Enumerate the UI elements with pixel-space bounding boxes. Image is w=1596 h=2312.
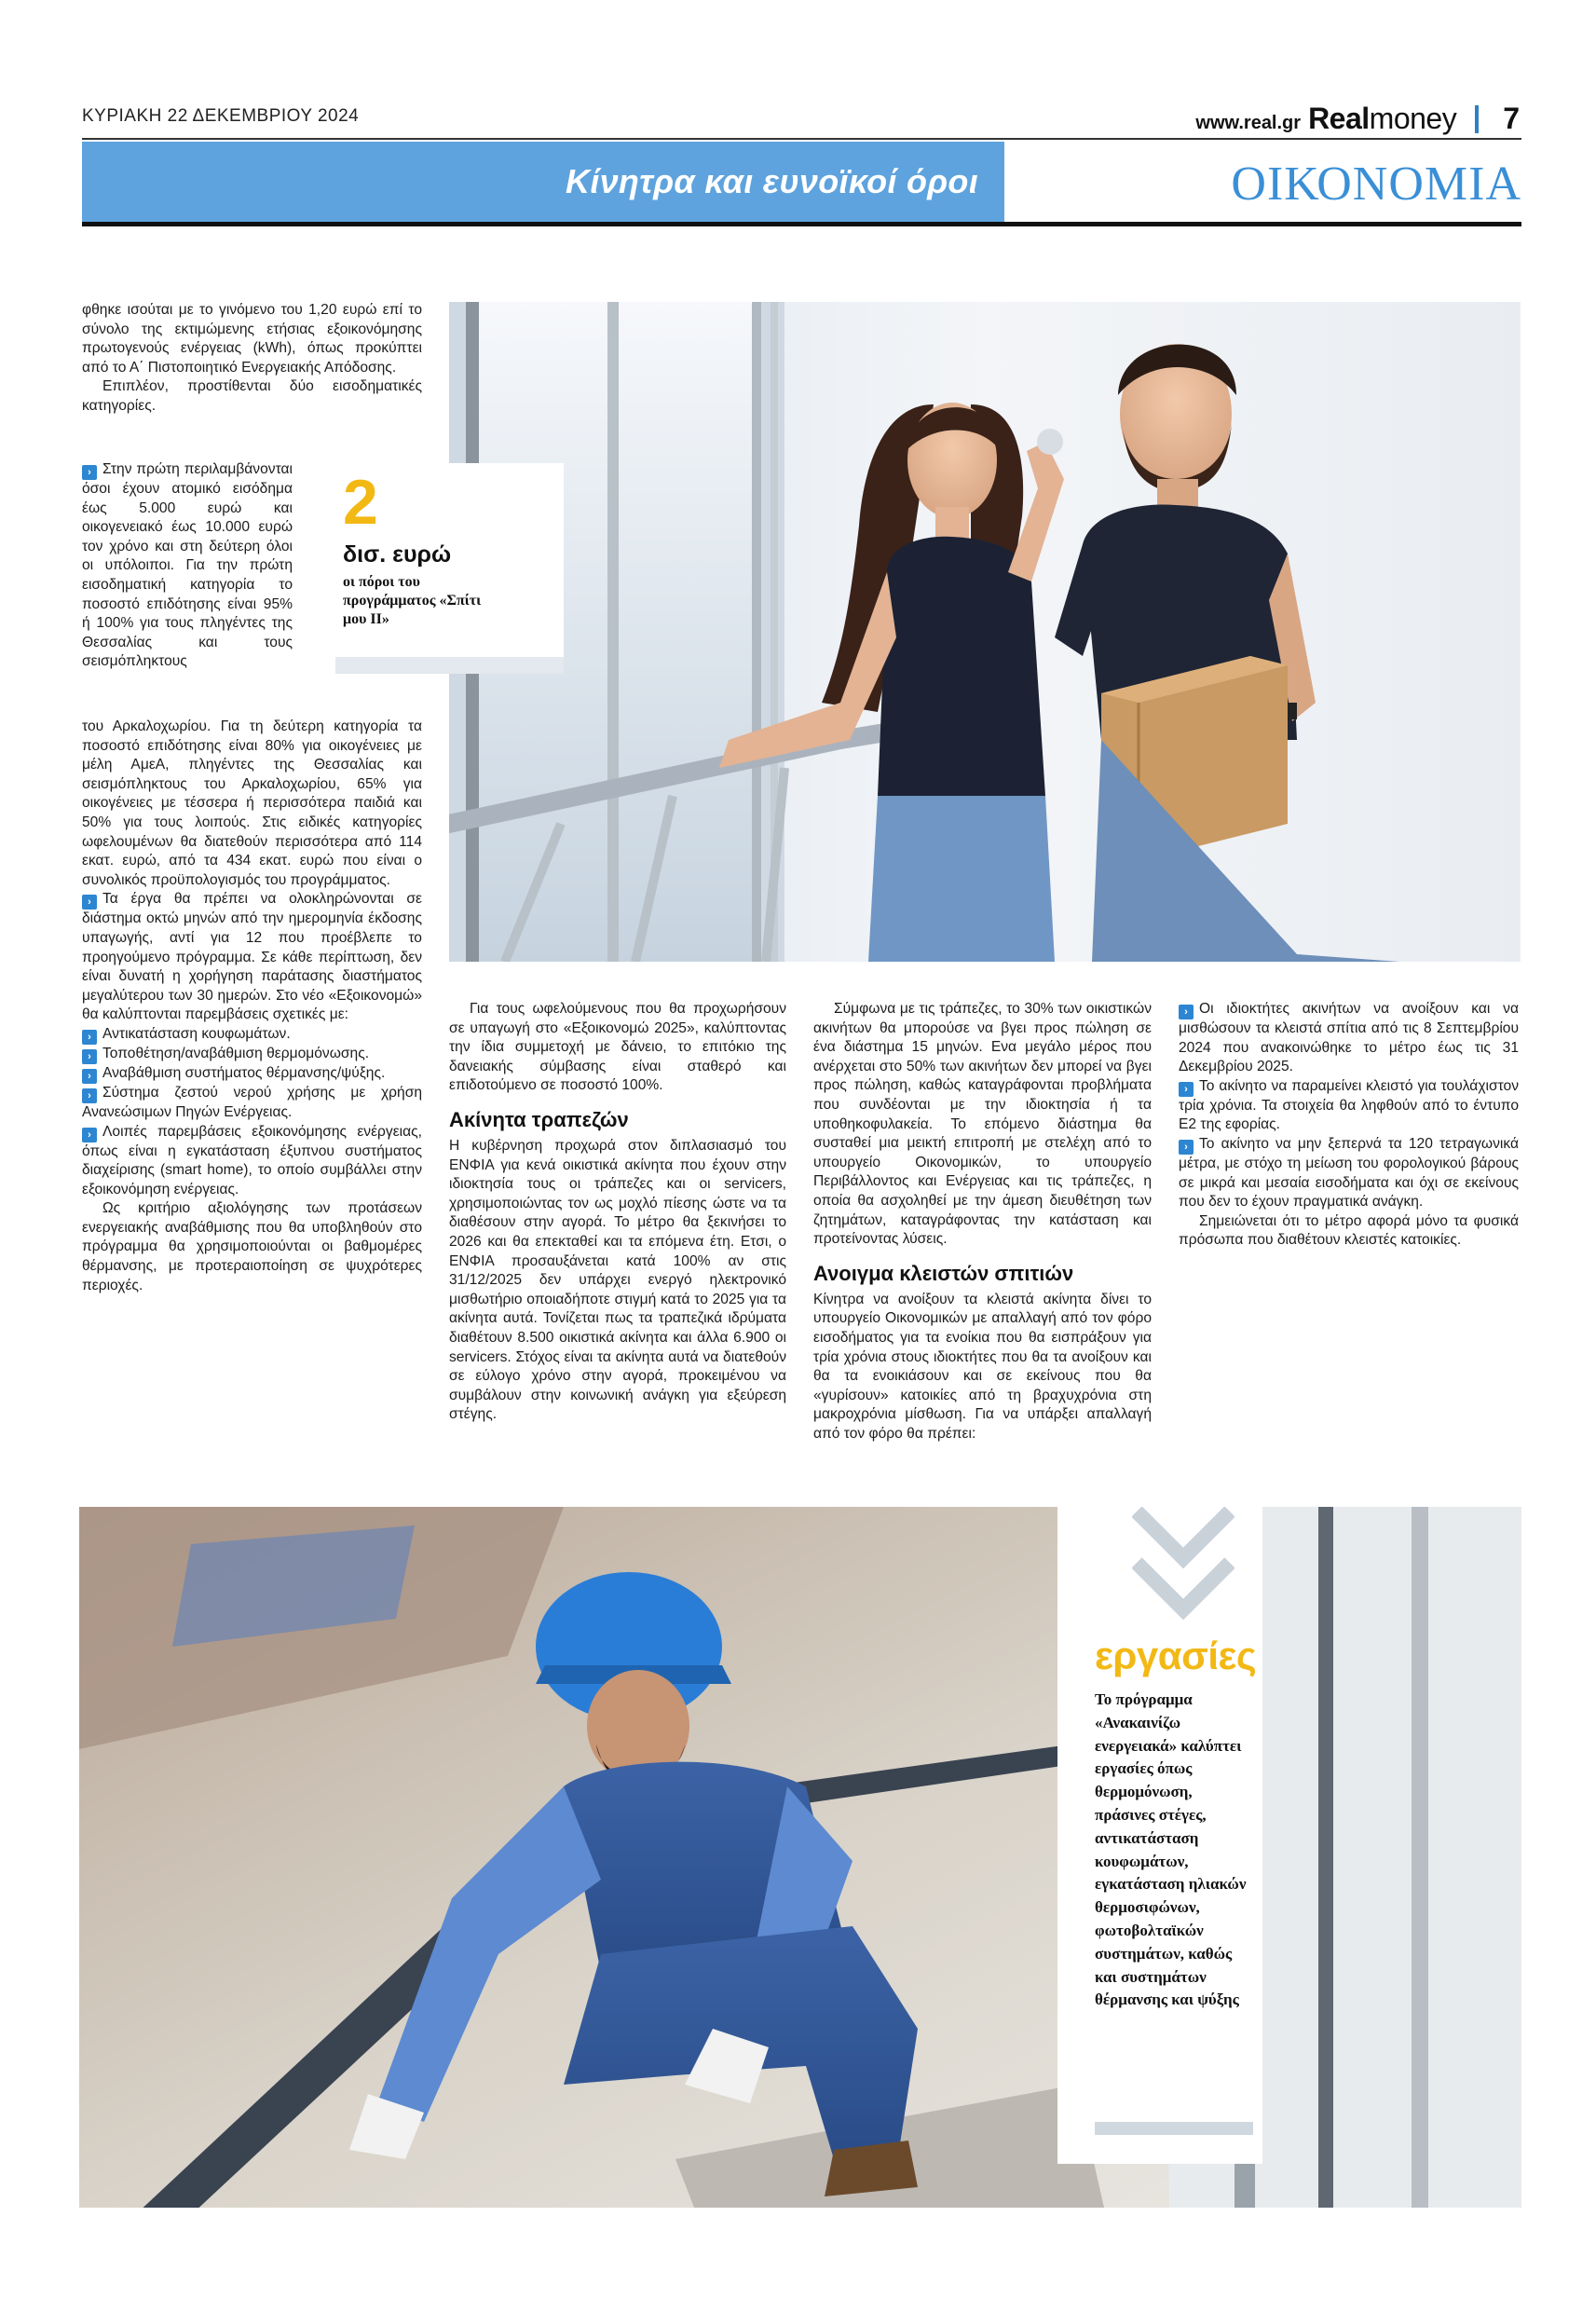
paragraph: Επιπλέον, προστίθενται δύο εισοδηματικές κατηγορίες. bbox=[82, 378, 422, 414]
page-number: 7 bbox=[1503, 102, 1520, 135]
worker-in-hard-hat-photo bbox=[79, 1507, 1521, 2208]
list-item: › Τοποθέτηση/αναβάθμιση θερμομόνωσης. bbox=[82, 1045, 422, 1064]
article-column-1-rest bbox=[82, 718, 422, 1295]
chevron-down-icon bbox=[1132, 1507, 1235, 1628]
paragraph: Για τους ωφελούμενους που θα προχωρήσουν σε υπαγωγή στο «Εξοικονομώ 2025», καλύπτοντας την ίδια συμμετοχή με δάνειο, το επιτόκιο της δανειακής σύμβασης είναι σταθερό και επιδοτούμενο σε ποσοστό 100%. bbox=[449, 1001, 786, 1094]
callout-description: οι πόροι του προγράμματος «Σπίτι μου ΙΙ» bbox=[343, 574, 482, 627]
callout-figure: 2 bbox=[343, 467, 378, 538]
list-item: › Το ακίνητο να παραμείνει κλειστό για τουλάχιστον τρία χρόνια. Τα στοιχεία θα ληφθούν από το έντυπο Ε2 της εφορίας. bbox=[1179, 1077, 1519, 1133]
paragraph: του Αρκαλοχωρίου. Για τη δεύτερη κατηγορία τα ποσοστό επιδότησης είναι 80% για οικογένειες με μέλη ΑμεΑ, πληγέντες της Θεσσαλίας και σεισμόπληκτους του Αρκαλοχωρίου, 65% για οικογένειες με τέσσερα ή περισσότερα παιδιά και 50% για τους λοιπούς. Στις ειδικές κατηγορίες ωφελουμένων θα διατεθούν περισσότερα από 114 εκατ. ευρώ, από τα 434 εκατ. ευρώ που είναι ο συνολικός προϋπολογισμός του προγράμματος. bbox=[82, 718, 422, 888]
paragraph: Κίνητρα να ανοίξουν τα κλειστά ακίνητα δίνει το υπουργείο Οικονομικών με απαλλαγή από τον φόρο εισοδήματος για τα ενοίκια που θα εισπράξουν για τρία χρόνια στους ιδιοκτήτες που θα τα ανοίξουν και θα τα ενοικιάσουν και σε εκείνους που θα «γυρίσουν» κατοικίες από τη βραχυχρόνια στη μακροχρόνια μίσθωση. Για να υπάρξει απαλλαγή από τον φόρο θα πρέπει: bbox=[813, 1291, 1152, 1442]
issue-date: ΚΥΡΙΑΚΗ 22 ΔΕΚΕΜΒΡΙΟΥ 2024 bbox=[82, 106, 360, 126]
header-rule bbox=[82, 138, 1521, 140]
list-item: › Οι ιδιοκτήτες ακινήτων να ανοίξουν και να μισθώσουν τα κλειστά σπίτια από τις 8 Σεπτεμβρίου 2024 που ανακοινώθηκε το μέτρο έως τις 31 Δεκεμβρίου 2025. bbox=[1179, 1001, 1519, 1075]
list-item: › Το ακίνητο να μην ξεπερνά τα 120 τετραγωνικά μέτρα, με στόχο τη μείωση του φορολογικού βάρους σε μικρά και μεσαία εισοδήματα και όχι σε εκείνους που δεν το έχουν πραγματικά ανάγκη. bbox=[1179, 1135, 1519, 1211]
topic-banner bbox=[82, 142, 1004, 222]
paragraph: φθηκε ισούται με το γινόμενο του 1,20 ευρώ επί το σύνολο της εκτιμώμενης ετήσιας εξοικονόμησης πρωτογενούς ενέργειας (kWh), όπως προκύπτει από το Α΄ Πιστοποιητικό Ενεργειακής Απόδοσης. bbox=[82, 302, 422, 376]
callout-rule bbox=[335, 657, 564, 674]
couple-with-keys-and-box-photo bbox=[449, 302, 1521, 962]
brand-money: money bbox=[1369, 102, 1457, 135]
article-column-3 bbox=[813, 1000, 1152, 1443]
brand-logo bbox=[1308, 102, 1456, 136]
bullet-icon: › bbox=[82, 1128, 97, 1142]
bullet-icon: › bbox=[82, 465, 97, 480]
section-name: ΟΙΚΟΝΟΜΙΑ bbox=[1231, 157, 1521, 211]
bullet-icon: › bbox=[82, 1088, 97, 1103]
bullet-icon: › bbox=[82, 1049, 97, 1064]
bullet-icon: › bbox=[82, 895, 97, 910]
paragraph: Σημειώνεται ότι το μέτρο αφορά μόνο τα φυσικά πρόσωπα που διαθέτουν κλειστές κατοικίες. bbox=[1179, 1212, 1519, 1249]
list-item: › Σύστημα ζεστού νερού χρήσης με χρήση Ανανεώσιμων Πηγών Ενέργειας. bbox=[82, 1084, 422, 1120]
paragraph: Σύμφωνα με τις τράπεζες, το 30% των οικιστικών ακινήτων θα μπορούσε να βγει προς πώληση σε ένα διάστημα 15 μηνών. Ενα μεγάλο μέρος που ανέρχεται στο 50% των ακινήτων δεν μπορεί να βγει προς πώληση, καθώς καταγράφονται προβλήματα που συνδέονται με την ιδιοκτησία ή τα υποθηκοφυλακεία. Το επόμενο διάστημα θα συσταθεί μια μεικτή επιτροπή με στελέχη από το υπουργείο Οικονομικών, το υπουργείο Περιβάλλοντος και Ενέργειας και τις τράπεζες, η οποία θα ασχοληθεί με την άμεση διευθέτηση των ζητημάτων, καταγράφοντας την κατάσταση και προτείνοντας λύσεις. bbox=[813, 1001, 1152, 1248]
list-item: › Αντικατάσταση κουφωμάτων. bbox=[82, 1025, 422, 1045]
brand-real: Real bbox=[1308, 102, 1370, 135]
article-column-2 bbox=[449, 1000, 786, 1425]
site-url[interactable]: www.real.gr bbox=[1195, 113, 1302, 133]
masthead bbox=[1195, 101, 1520, 136]
paragraph: Η κυβέρνηση προχωρά στον διπλασιασμό του ΕΝΦΙΑ για κενά οικιστικά ακίνητα που έχουν στην ιδιοκτησία τους οι τράπεζες και οι servicers, χρησιμοποιώντας τον ως μοχλό πίεσης ώστε να τα διαθέσουν στην αγορά. Το μέτρο θα ξεκινήσει το 2026 και θα επεκταθεί και τα επόμενα έτη. Ετσι, ο ΕΝΦΙΑ προσαυξάνεται κατά 100% αν στις 31/12/2025 δεν υπάρχει ενεργό ηλεκτρονικό μισθωτήριο οποιαδήποτε στιγμή κατά το 2025 για τα ακίνητα αυτά. Τονίζεται πως τα τραπεζικά ιδρύματα διαθέτουν 8.500 οικιστικά ακίνητα και άλλα 6.900 οι servicers. Στόχος είναι τα ακίνητα αυτά να διατεθούν σε εύλογο χρόνο στην αγορά, προκειμένου να συμβάλουν στην κοινωνική ανάγκη για εξεύρεση στέγης. bbox=[449, 1137, 786, 1423]
works-callout bbox=[1057, 1507, 1262, 2164]
callout-rule bbox=[1095, 2122, 1253, 2135]
paragraph: Στην πρώτη περιλαμβάνονται όσοι έχουν ατομικό εισόδημα έως 5.000 ευρώ και οικογενειακό έως 10.000 ευρώ τον χρόνο και στη δεύτερη όλοι οι υπόλοιποι. Για την πρώτη εισοδηματική κατηγορία το ποσοστό επιδότησης είναι 95% ή 100% για τους πληγέντες της Θεσσαλίας και τους σεισμόπληκτους bbox=[82, 461, 293, 670]
banner-rule bbox=[82, 222, 1521, 226]
figure-callout bbox=[335, 463, 564, 674]
callout-unit: δισ. ευρώ bbox=[343, 541, 452, 568]
bullet-icon: › bbox=[82, 1030, 97, 1045]
list-item: › Λοιπές παρεμβάσεις εξοικονόμησης ενέργειας, όπως είναι η εγκατάσταση έξυπνου συστήματος διαχείρισης (smart home), το οποίο συμβάλλει στην εξοικονόμηση ενέργειας. bbox=[82, 1123, 422, 1197]
list-item: › Αναβάθμιση συστήματος θέρμανσης/ψύξης. bbox=[82, 1064, 422, 1084]
subheading-closed-homes: Ανοιγμα κλειστών σπιτιών bbox=[813, 1261, 1074, 1285]
article-column-4 bbox=[1179, 1000, 1519, 1251]
subheading-bank-properties: Ακίνητα τραπεζών bbox=[449, 1107, 629, 1131]
article-column-1-narrow bbox=[82, 460, 293, 672]
bullet-icon: › bbox=[82, 1069, 97, 1084]
callout-title: εργασίες bbox=[1095, 1634, 1257, 1677]
masthead-divider bbox=[1475, 105, 1479, 133]
article-column-1-top bbox=[82, 301, 422, 417]
bullet-icon: › bbox=[1179, 1140, 1194, 1155]
paragraph: Τα έργα θα πρέπει να ολοκληρώνονται σε διάστημα οκτώ μηνών από την ημερομηνία έκδοσης υπαγωγής, αντί για 12 που προέβλεπε το προηγούμενο πρόγραμμα. Σε κάθε περίπτωση, δεν είναι δυνατή η χορήγηση παράτασης διαστήματος μεγαλύτερου των 30 ημερών. Στο νέο «Εξοικονομώ» θα καλύπτονται παρεμβάσεις σχετικές με: bbox=[82, 891, 422, 1023]
banner-title: Κίνητρα και ευνοϊκοί όροι bbox=[566, 162, 978, 200]
bullet-icon: › bbox=[1179, 1082, 1194, 1097]
bullet-icon: › bbox=[1179, 1005, 1194, 1019]
callout-description: Το πρόγραμμα «Ανακαινίζω ενεργειακά» καλύπτει εργασίες όπως θερμομόνωση, πράσινες στέγες, αντικατάσταση κουφωμάτων, εγκατάσταση ηλιακών θερμοσιφώνων, φωτοβολταϊκών συστημάτων, καθώς και συστημάτων θέρμανσης και ψύξης bbox=[1095, 1690, 1247, 2009]
paragraph: Ως κριτήριο αξιολόγησης των προτάσεων ενεργειακής αναβάθμισης που θα υποβληθούν στο πρόγραμμα θα χρησιμοποιούνται οι βαθμομέρες θέρμανσης, με προτεραιοποίηση σε ψυχρότερες περιοχές. bbox=[82, 1200, 422, 1293]
